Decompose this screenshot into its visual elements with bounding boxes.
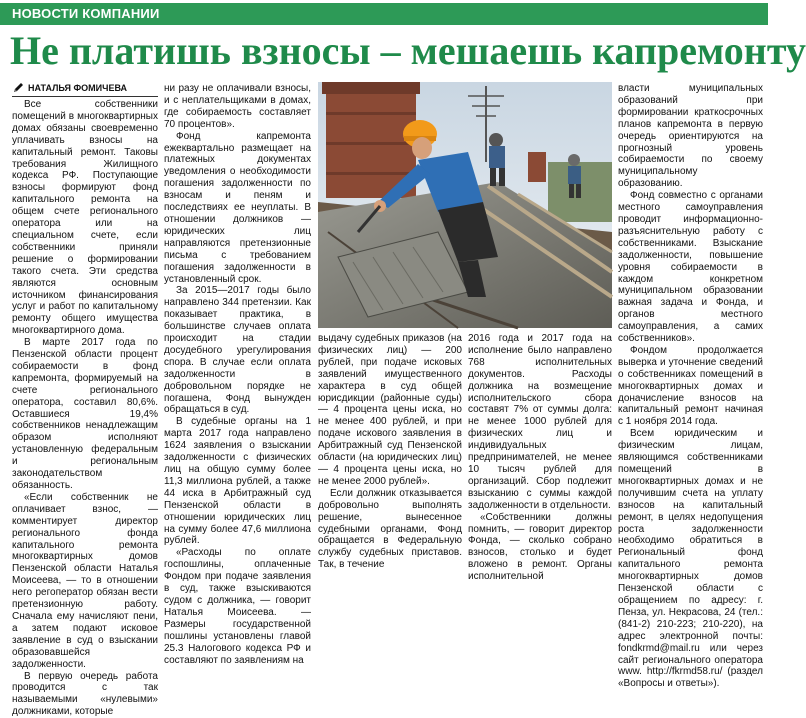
byline-divider bbox=[12, 96, 158, 97]
roof-workers-photo bbox=[318, 82, 612, 328]
paragraph: В судебные органы на 1 марта 2017 года направлено 1624 заявления о взыскании задолженности с физических лиц на общую сумму более 11,3 миллиона рублей, а также 44 иска в Арбитражный суд Пензенской области в отношении юридических лиц на сумму более 47,6 миллиона рублей. bbox=[164, 416, 311, 547]
article-column-3 bbox=[318, 333, 462, 517]
byline bbox=[12, 81, 127, 95]
paragraph: Фонд капремонта ежеквартально размещает на платежных документах уведомления о необходимости погашения задолженности по взносам и пеням и последствиях ее неуплаты. В отношении должников — юридических лиц направляются претензионные письма с требованием погашения задолженности в установленный срок. bbox=[164, 131, 311, 286]
paragraph: «Если собственник не оплачивает взнос, — комментирует директор регионального фонда капитального ремонта многоквартирных домов Пензенской области Наталья Моисеева, — то в отношении него регоператор обязан вести претензионную работу. Сначала ему начисляют пени, а затем подают исковое заявление в суд о взыскании образовавшейся задолженности. bbox=[12, 492, 158, 671]
paragraph: В марте 2017 года по Пензенской области процент собираемости в фонд капремонта, формируемый на счете регионального оператора, составил 80,6%. Оставшиеся 19,4% собственников ненадлежащим образом исполняют установленную федеральным и региональным законодательством обязанность. bbox=[12, 337, 158, 492]
article-column-4 bbox=[468, 333, 612, 517]
paragraph: 2016 года и 2017 года на исполнение было направлено 768 исполнительных документов. Расходы должника на возмещение исполнительского сбора составят 7% от суммы долга: не менее 1000 рублей для физических лиц и индивидуальных предпринимателей, не менее 10 тысяч рублей для организаций. Сбор подлежит взысканию с суммы каждой задолженности в отдельности. bbox=[468, 333, 612, 512]
paragraph: За 2015—2017 годы было направлено 344 претензии. Как показывает практика, в большинстве случаев оплата происходит на стадии досудебного урегулирования спора. В случае если оплата задолженности в добровольном порядке не погашена, Фонд вынужден обращаться в суд. bbox=[164, 285, 311, 416]
paragraph: В первую очередь работа проводится с так называемыми «нулевыми» должниками, которые bbox=[12, 671, 158, 718]
article-column-5 bbox=[618, 83, 763, 517]
author-name: НАТАЛЬЯ ФОМИЧЕВА bbox=[28, 81, 127, 95]
paragraph: Фонд совместно с органами местного самоуправления проводит информационно-разъяснительную работу с собственниками. Взыскание задолженности, повышение уровня собираемости в каждом конкретном муниципальном образовании важная задача и Фонда, и органов местного самоуправления, а самих собственников». bbox=[618, 190, 763, 345]
article-column-1 bbox=[12, 99, 158, 517]
paragraph: Всем юридическим и физическим лицам, являющимся собственниками помещений в многоквартирных домах и не получившим счета на уплату взносов на капитальный ремонт, в целях недопущения роста задолженности необходимо обратиться в Региональный фонд капитального ремонта многоквартирных домов Пензенской области с обращением по адресу: г. Пенза, ул. Некрасова, 24 (тел.: (841-2) 210-223; 210-220), на адрес электронной почты: fondkrmd@mail.ru или через сайт регионального оператора www. http://fkrmd58.ru/ (раздел «Вопросы и ответы»). bbox=[618, 428, 763, 690]
paragraph: «Собственники должны помнить, — говорит директор Фонда, — сколько собрано взносов, столько и будет вложено в ремонт. Органы исполнительной bbox=[468, 512, 612, 583]
rubric-banner: НОВОСТИ КОМПАНИИ bbox=[0, 3, 768, 25]
paragraph: Фондом продолжается выверка и уточнение сведений о собственниках помещений в многоквартирных домах и доначисление взносов на капитальный ремонт начиная с 1 ноября 2014 года. bbox=[618, 345, 763, 428]
paragraph: выдачу судебных приказов (на физических лиц) — 200 рублей, при подаче исковых заявлений имущественного характера в суд общей юрисдикции (районные суды) — 4 процента цены иска, но не менее 400 рублей, и при подаче искового заявления в Арбитражный суд Пензенской области (на юридических лиц) — 4 процента цены иска, но не менее 2000 рублей». bbox=[318, 333, 462, 488]
paragraph: Если должник отказывается добровольно выполнять решение, вынесенное судебными органами, Фонд обращается в Федеральную службу судебных приставов. Так, в течение bbox=[318, 488, 462, 571]
paragraph: «Расходы по оплате госпошлины, оплаченные Фондом при подаче заявления в суд, также взыскиваются судом с должника, — говорит Наталья Моисеева. — Размеры государственной пошлины установлены главой 25.3 Налогового кодекса РФ и составляют по заявлениям на bbox=[164, 547, 311, 666]
paragraph: Все собственники помещений в многоквартирных домах обязаны своевременно уплачивать взносы на капитальный ремонт. Таковы требования Жилищного кодекса РФ. Поступающие взносы формируют фонд капитального ремонта на общем счете регионального оператора или на специальном счете, если собственники приняли решение о формировании такого счета. Эти средства являются основным источником финансирования услуг и работ по капитальному ремонту общего имущества многоквартирного дома. bbox=[12, 99, 158, 337]
article-column-2 bbox=[164, 83, 311, 517]
pen-icon bbox=[12, 82, 24, 94]
headline: Не платишь взносы – мешаешь капремонту bbox=[10, 28, 760, 74]
paragraph: власти муниципальных образований при формировании краткосрочных планов капремонта в первую очередь ориентируются на прогнозный уровень собираемости по своему муниципальному образованию. bbox=[618, 83, 763, 190]
paragraph: ни разу не оплачивали взносы, и с неплательщиками в домах, где собираемость составляет 70 процентов». bbox=[164, 83, 311, 131]
